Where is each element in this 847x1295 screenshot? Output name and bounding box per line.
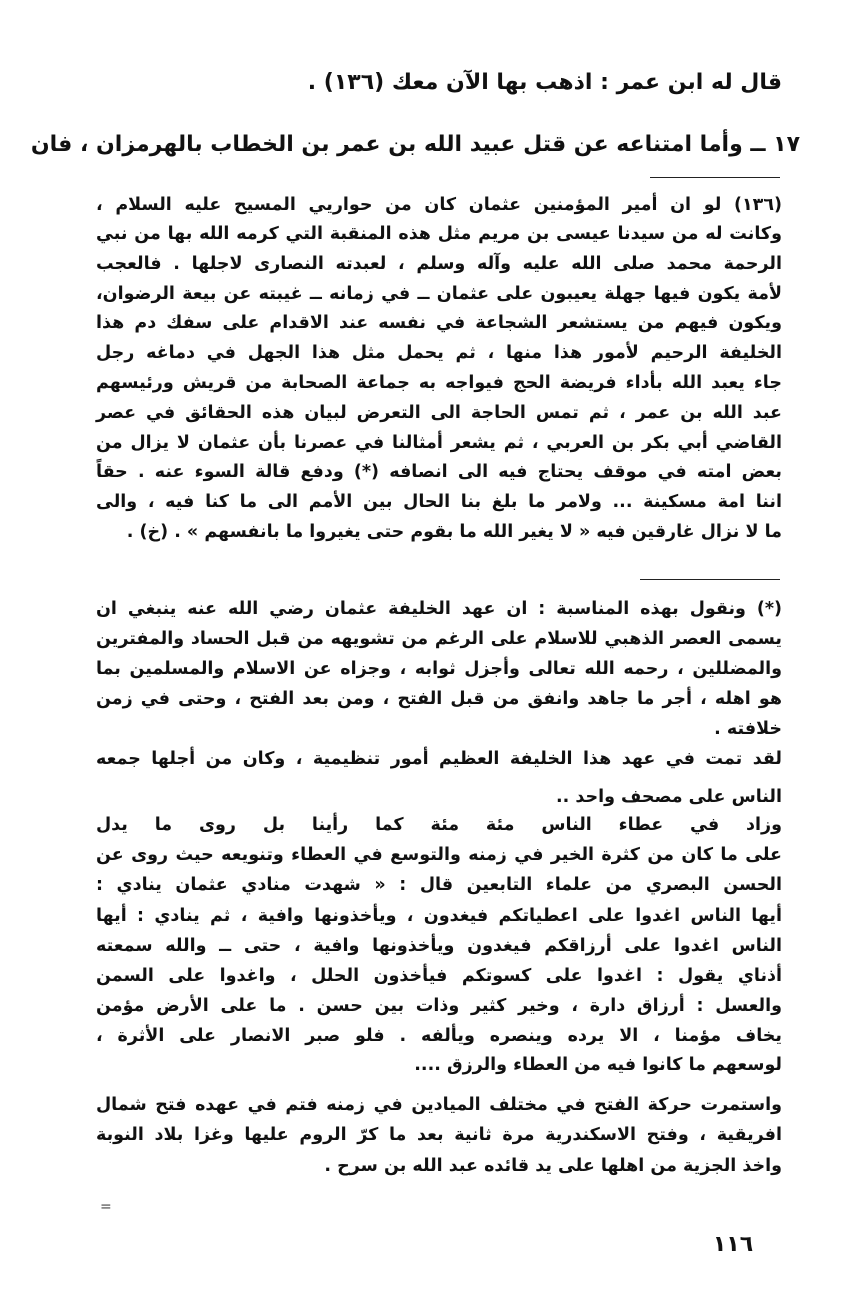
footnote-136-line: بعض امته في موقف يحتاج فيه الى انصافه (*) ودفع قالة السوء عنه . حقاً bbox=[96, 462, 782, 482]
footnote-136-line: الرحمة محمد صلى الله عليه وآله وسلم ، لعبدته النصارى لاجلها . فالعجب bbox=[96, 254, 782, 274]
footnote-star-line: والعسل : أرزاق دارة ، وخير كثير وذات بين حسن . ما على الأرض مؤمن bbox=[96, 996, 782, 1016]
main-text-line-2: ١٧ ــ وأما امتناعه عن قتل عبيد الله بن عمر بن الخطاب بالهرمزان ، فان bbox=[30, 132, 800, 157]
footnote-136-line: لأمة يكون فيها جهلة يعيبون على عثمان ــ في زمانه ــ غيبته عن بيعة الرضوان، bbox=[96, 284, 782, 304]
page-number: ١١٦ bbox=[712, 1232, 754, 1257]
margin-mark: = bbox=[100, 1199, 112, 1215]
footnote-star-line: واستمرت حركة الفتح في مختلف الميادين في زمنه فتم في عهده فتح شمال bbox=[96, 1095, 782, 1115]
footnote-star-line: والمضللين ، رحمه الله تعالى وأجزل ثوابه ، وجزاه عن الاسلام والمسلمين بما bbox=[96, 659, 782, 679]
footnote-star-line: أيها الناس اغدوا على اعطياتكم فيغدون ، ويأخذونها وافية ، ثم ينادي : أيها bbox=[96, 906, 782, 926]
footnote-star-line: وزاد في عطاء الناس مئة مئة كما رأينا بل روى ما يدل bbox=[96, 815, 782, 835]
footnote-star-line: واخذ الجزية من اهلها على يد قائده عبد الله بن سرح . bbox=[324, 1156, 782, 1176]
footnote-star-line: خلافته . bbox=[714, 719, 782, 739]
footnote-star-line: على ما كان من كثرة الخير في زمنه والتوسع في العطاء وتنويعه حيث روى عن bbox=[96, 845, 782, 865]
footnote-136-line: عبد الله بن عمر ، ثم تمس الحاجة الى التعرض لبيان هذه الحقائق في عصر bbox=[96, 403, 782, 423]
footnote-136-line: اننا امة مسكينة ... ولامر ما بلغ بنا الحال بين الأمم الى ما كنا فيه ، والى bbox=[96, 492, 782, 512]
footnote-star-line: لوسعهم ما كانوا فيه من العطاء والرزق .... bbox=[414, 1055, 782, 1075]
footnote-star-line: يخاف مؤمنا ، الا يرده وينصره ويألفه . فلو صبر الانصار على الأثرة ، bbox=[96, 1026, 782, 1046]
footnote-star-line: افريقية ، وفتح الاسكندرية مرة ثانية بعد ما كرّ الروم عليها وغزا بلاد النوبة bbox=[96, 1125, 782, 1145]
footnote-136-line: القاضي أبي بكر بن العربي ، ثم يشعر أمثالنا في عصرنا بأن عثمان لا يزال من bbox=[96, 433, 782, 453]
footnote-star-line: الناس على مصحف واحد .. bbox=[555, 787, 782, 807]
footnote-separator-top bbox=[650, 177, 780, 178]
footnote-136-line: ما لا نزال غارقين فيه « لا يغير الله ما بقوم حتى يغيروا ما بانفسهم » . (خ) . bbox=[126, 522, 782, 542]
footnote-star-line: هو اهله ، أجر ما جاهد وانفق من قبل الفتح ، ومن بعد الفتح ، وحتى في زمن bbox=[96, 689, 782, 709]
footnote-star-line: الحسن البصري من علماء التابعين قال : « شهدت منادي عثمان ينادي : bbox=[96, 875, 782, 895]
footnote-star-line: الناس اغدوا على أرزاقكم فيغدون ويأخذونها وافية ، حتى ــ والله سمعته bbox=[96, 936, 782, 956]
footnote-star-line: (*) ونقول بهذه المناسبة : ان عهد الخليفة عثمان رضي الله عنه ينبغي ان bbox=[96, 599, 782, 619]
footnote-star-line: لقد تمت في عهد هذا الخليفة العظيم أمور تنظيمية ، وكان من أجلها جمعه bbox=[96, 749, 782, 769]
main-text-line-1: قال له ابن عمر : اذهب بها الآن معك (١٣٦) . bbox=[307, 70, 782, 95]
footnote-136-line: الخليفة الرحيم لأمور هذا منها ، ثم يحمل مثل هذا الجهل في دماغه رجل bbox=[96, 343, 782, 363]
footnote-136-line: ويكون فيهم من يستشعر الشجاعة في نفسه عند الاقدام على سفك دم هذا bbox=[96, 313, 782, 333]
footnote-star-line: يسمى العصر الذهبي للاسلام على الرغم من تشويهه من قبل الحساد والمفترين bbox=[96, 629, 782, 649]
footnote-star-line: أذناي يقول : اغدوا على كسوتكم فيأخذون الحلل ، واغدوا على السمن bbox=[96, 966, 782, 986]
footnote-136-line: (١٣٦) لو ان أمير المؤمنين عثمان كان من حواريي المسيح عليه السلام ، bbox=[96, 195, 782, 215]
footnote-separator-middle bbox=[640, 579, 780, 580]
footnote-136-line: جاء يعبد الله بأداء فريضة الحج فيواجه به جماعة الصحابة من قريش ورئيسهم bbox=[96, 373, 782, 393]
footnote-136-line: وكانت له من سيدنا عيسى بن مريم مثل هذه المنقبة التي كرمه الله بها من نبي bbox=[96, 224, 782, 244]
